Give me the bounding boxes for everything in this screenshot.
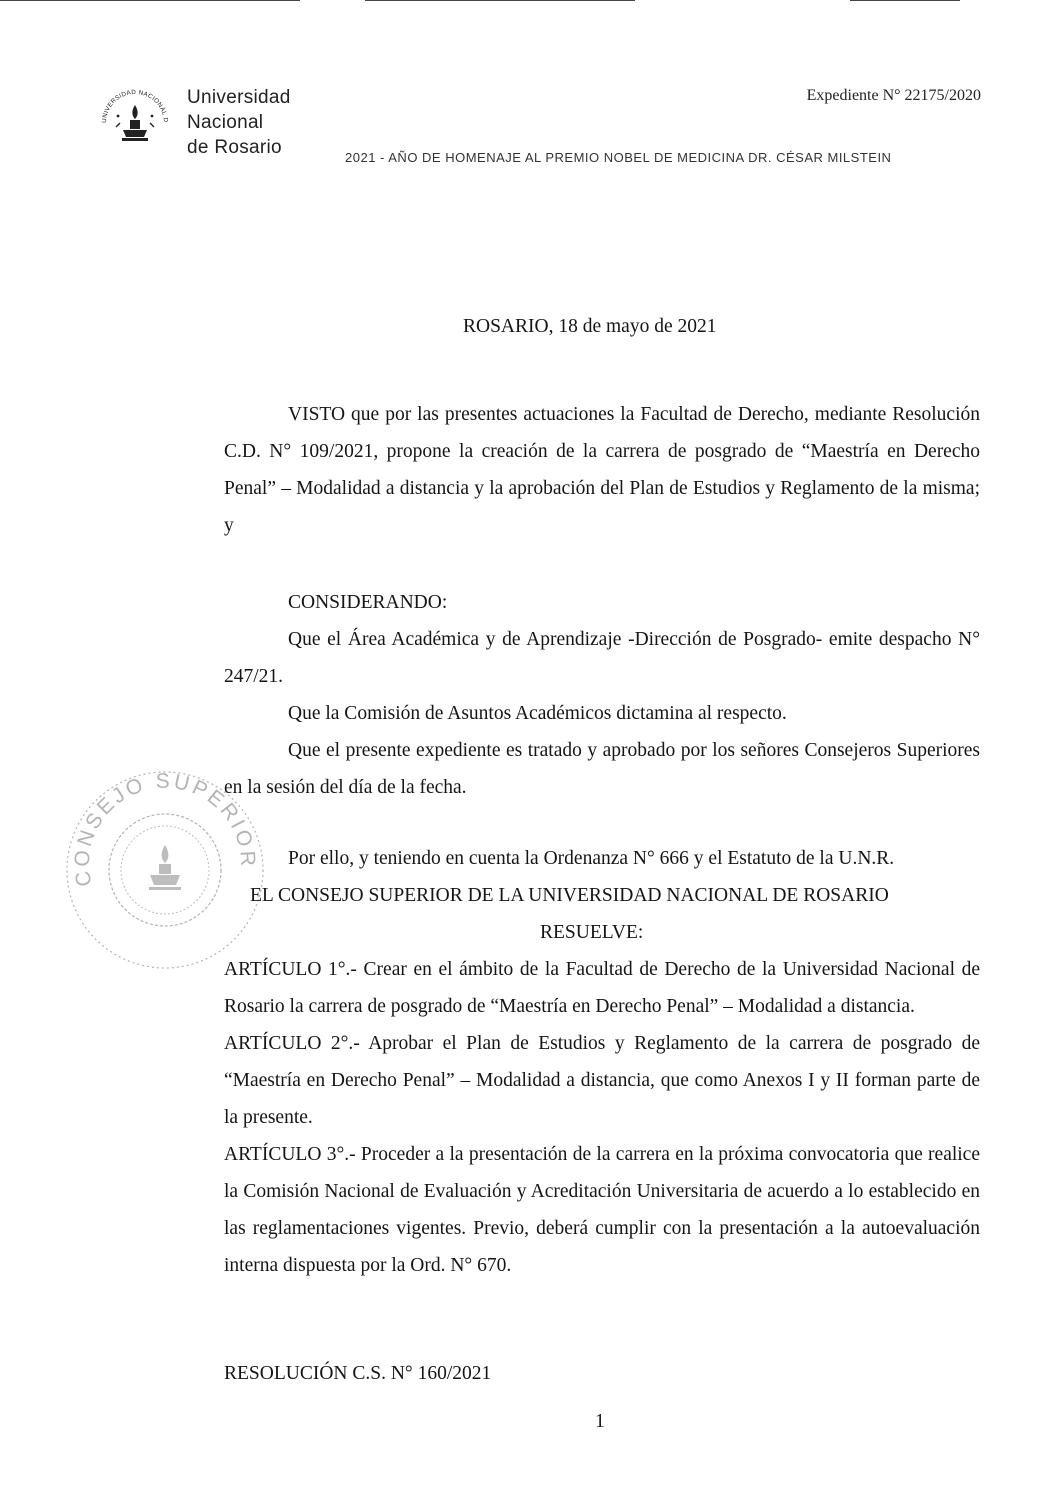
consejo-superior-stamp [60,765,270,975]
university-seal-logo [98,83,172,157]
scan-edge-line [0,0,300,1]
considerando-paragraph: Que el presente expediente es tratado y aprobado por los señores Consejeros Superiores en la sesión del día de la fecha. [224,740,980,798]
page-number: 1 [595,1411,605,1432]
date-line: ROSARIO, 18 de mayo de 2021 [463,316,717,337]
svg-text:UNIVERSIDAD NACIONAL DE ROSARI [98,83,169,123]
visto-section [224,396,980,544]
considerando-section [224,621,980,806]
stamp-ring-text: CONSEJO SUPERIOR [70,769,260,889]
university-name-line-2: Nacional [187,112,264,133]
articulo-2: ARTÍCULO 2°.- Aprobar el Plan de Estudios y Reglamento de la carrera de posgrado de “Maestría en Derecho Penal” – Modalidad a distancia, que como Anexos I y II forman parte de la presente. [224,1033,980,1128]
por-ello-line: Por ello, y teniendo en cuenta la Ordenanza N° 666 y el Estatuto de la U.N.R. [288,848,895,869]
consejo-heading: EL CONSEJO SUPERIOR DE LA UNIVERSIDAD NACIONAL DE ROSARIO [250,885,889,906]
considerando-paragraph: Que el Área Académica y de Aprendizaje -Dirección de Posgrado- emite despacho N° 247/21. [224,629,980,687]
expediente-number: Expediente N° 22175/2020 [806,87,981,104]
university-name-line-1: Universidad [187,87,291,108]
scan-edge-line [365,0,635,1]
articulos-section [224,951,980,1284]
university-name-line-3: de Rosario [187,137,282,158]
resuelve-heading: RESUELVE: [540,922,644,943]
articulo-1: ARTÍCULO 1°.- Crear en el ámbito de la Facultad de Derecho de la Universidad Nacional de Rosario la carrera de posgrado de “Maestría en Derecho Penal” – Modalidad a distancia. [224,959,980,1017]
considerando-paragraph: Que la Comisión de Asuntos Académicos dictamina al respecto. [288,703,787,724]
university-name [187,85,291,160]
visto-paragraph: VISTO que por las presentes actuaciones la Facultad de Derecho, mediante Resolución C.D. N° 109/2021, propone la creación de la carrera de posgrado de “Maestría en Derecho Penal” – Modalidad a distancia y la aprobación del Plan de Estudios y Reglamento de la misma; y [224,404,980,536]
seal-ring-text: UNIVERSIDAD NACIONAL D [100,88,170,124]
commemorative-banner: 2021 - AÑO DE HOMENAJE AL PREMIO NOBEL DE MEDICINA DR. CÉSAR MILSTEIN [345,150,892,165]
considerando-title: CONSIDERANDO: [288,592,448,613]
resolucion-number: RESOLUCIÓN C.S. N° 160/2021 [224,1363,492,1384]
articulo-3: ARTÍCULO 3°.- Proceder a la presentación de la carrera en la próxima convocatoria que realice la Comisión Nacional de Evaluación y Acreditación Universitaria de acuerdo a lo establecido en las reglamentaciones vigentes. Previo, deberá cumplir con la presentación a la autoevaluación interna dispuesta por la Ord. N° 670. [224,1144,980,1276]
scan-edge-line [850,0,960,1]
